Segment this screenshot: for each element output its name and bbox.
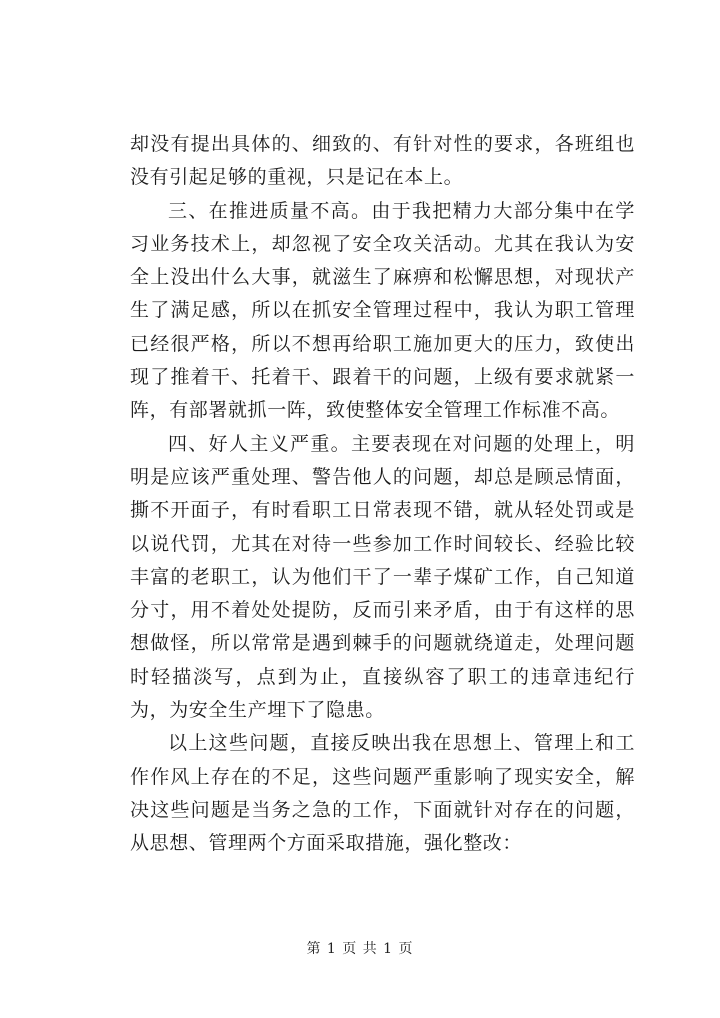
- paragraph-item-three: 三、在推进质量不高。由于我把精力大部分集中在学习业务技术上，却忽视了安全攻关活动。尤其在我认为安全上没出什么大事，就滋生了麻痹和松懈思想，对现状产生了满足感，所以在抓安全管理过程中，我认为职工管理已经很严格，所以不想再给职工施加更大的压力，致使出现了推着干、托着干、跟着干的问题，上级有要求就紧一阵，有部署就抓一阵，致使整体安全管理工作标准不高。: [130, 199, 635, 422]
- page-footer: 第 1 页 共 1 页: [306, 941, 414, 957]
- paragraph-item-four: 四、好人主义严重。主要表现在对问题的处理上，明明是应该严重处理、警告他人的问题，却总是顾忌情面，撕不开面子，有时看职工日常表现不错，就从轻处罚或是以说代罚，尤其在对待一些参加工作时间较长、经验比较丰富的老职工，认为他们干了一辈子煤矿工作，自己知道分寸，用不着处处提防，反而引来矛盾，由于有这样的思想做怪，所以常常是遇到棘手的问题就绕道走，处理问题时轻描淡写，点到为止，直接纵容了职工的违章违纪行为，为安全生产埋下了隐患。: [130, 432, 635, 722]
- document-body: [130, 128, 635, 861]
- paragraph-summary: 以上这些问题，直接反映出我在思想上、管理上和工作作风上存在的不足，这些问题严重影响了现实安全，解决这些问题是当务之急的工作，下面就针对存在的问题，从思想、管理两个方面采取措施，强化整改：: [130, 732, 635, 855]
- paragraph-continuation: 却没有提出具体的、细致的、有针对性的要求，各班组也没有引起足够的重视，只是记在本上。: [130, 133, 635, 189]
